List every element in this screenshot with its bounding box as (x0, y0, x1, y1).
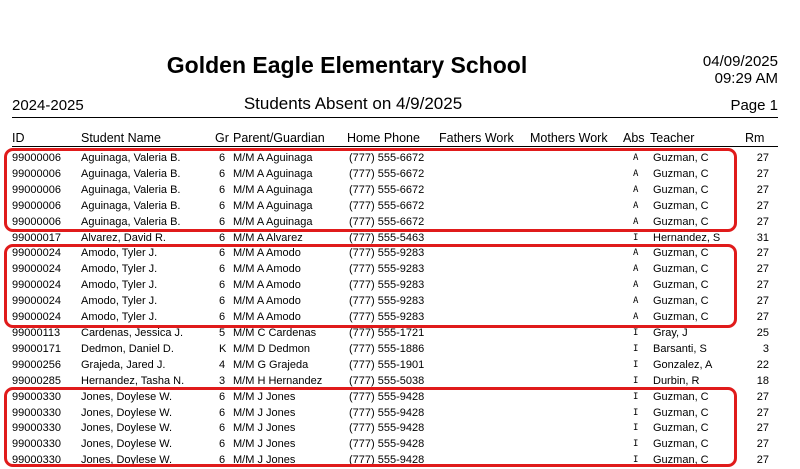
cell-name: Grajeda, Jared J. (81, 358, 166, 371)
cell-id: 99000006 (12, 183, 61, 196)
cell-name: Alvarez, David R. (81, 231, 166, 244)
cell-teacher: Gray, J (653, 326, 688, 339)
cell-name: Jones, Doylese W. (81, 422, 173, 435)
cell-rm: 27 (756, 311, 769, 324)
cell-rm: 27 (756, 263, 769, 276)
cell-parent: M/M J Jones (233, 406, 296, 419)
cell-rm: 27 (756, 247, 769, 260)
cell-phone: (777) 555-9428 (349, 454, 425, 467)
cell-abs: I (633, 327, 639, 338)
cell-phone: (777) 555-9428 (349, 406, 425, 419)
highlight-box-jones (4, 387, 737, 467)
col-header-abs: Abs (623, 131, 645, 145)
page-number: Page 1 (730, 97, 778, 114)
cell-phone: (777) 555-9283 (349, 311, 425, 324)
col-header-phone: Home Phone (347, 131, 420, 145)
cell-teacher: Guzman, C (653, 279, 709, 292)
highlight-box-aguinaga (4, 148, 737, 232)
cell-gr: 6 (219, 167, 226, 180)
cell-teacher: Guzman, C (653, 295, 709, 308)
cell-phone: (777) 555-5038 (349, 374, 425, 387)
cell-rm: 27 (756, 215, 769, 228)
cell-name: Dedmon, Daniel D. (81, 342, 174, 355)
cell-abs: A (633, 168, 639, 179)
cell-abs: A (633, 153, 639, 163)
cell-name: Amodo, Tyler J. (81, 311, 158, 324)
cell-rm: 27 (756, 152, 769, 164)
cell-parent: M/M A Amodo (233, 311, 301, 324)
school-year: 2024-2025 (12, 97, 84, 114)
cell-parent: M/M A Aguinaga (233, 167, 313, 180)
cell-id: 99000024 (12, 247, 61, 260)
cell-abs: A (633, 296, 639, 307)
cell-phone: (777) 555-9283 (349, 279, 425, 292)
cell-rm: 18 (756, 374, 769, 387)
school-name: Golden Eagle Elementary School (166, 52, 528, 78)
cell-id: 99000024 (12, 263, 61, 276)
cell-rm: 27 (756, 279, 769, 292)
cell-teacher: Barsanti, S (653, 342, 707, 355)
cell-id: 99000285 (12, 374, 61, 387)
cell-parent: M/M D Dedmon (233, 342, 311, 355)
cell-parent: M/M A Aguinaga (233, 215, 313, 228)
cell-abs: A (633, 312, 639, 323)
cell-id: 99000171 (12, 342, 61, 355)
cell-phone: (777) 555-5463 (349, 231, 425, 244)
report-time: 09:29 AM (714, 70, 778, 87)
cell-id: 99000024 (12, 295, 61, 308)
cell-phone: (777) 555-9283 (349, 295, 425, 308)
cell-parent: M/M A Aguinaga (233, 183, 313, 196)
cell-teacher: Guzman, C (653, 167, 709, 180)
cell-id: 99000006 (12, 199, 61, 212)
cell-phone: (777) 555-1901 (349, 358, 425, 371)
cell-gr: 6 (219, 279, 226, 292)
cell-phone: (777) 555-9283 (349, 263, 425, 276)
cell-rm: 22 (756, 358, 769, 371)
cell-parent: M/M J Jones (233, 438, 296, 451)
cell-teacher: Guzman, C (653, 152, 709, 164)
cell-gr: 6 (219, 406, 226, 419)
cell-phone: (777) 555-6672 (349, 199, 425, 212)
cell-phone: (777) 555-6672 (349, 152, 425, 164)
report-subtitle: Students Absent on 4/9/2025 (243, 94, 463, 113)
cell-teacher: Guzman, C (653, 422, 709, 435)
cell-name: Jones, Doylese W. (81, 390, 173, 403)
cell-parent: M/M J Jones (233, 454, 296, 467)
cell-rm: 31 (756, 231, 769, 244)
col-header-rm: Rm (745, 131, 765, 145)
cell-abs: I (633, 375, 639, 386)
cell-rm: 3 (762, 342, 769, 355)
cell-parent: M/M A Amodo (233, 279, 301, 292)
cell-name: Aguinaga, Valeria B. (81, 167, 181, 180)
cell-parent: M/M G Grajeda (233, 358, 309, 371)
cell-name: Aguinaga, Valeria B. (81, 199, 181, 212)
cell-rm: 27 (756, 295, 769, 308)
cell-abs: I (633, 423, 639, 434)
cell-abs: I (633, 455, 639, 466)
cell-name: Cardenas, Jessica J. (81, 326, 184, 339)
cell-abs: I (633, 232, 639, 243)
cell-name: Hernandez, Tasha N. (81, 374, 185, 387)
cell-name: Aguinaga, Valeria B. (81, 183, 181, 196)
col-header-id: ID (12, 131, 25, 145)
cell-abs: A (633, 184, 639, 195)
col-header-teacher: Teacher (650, 131, 695, 145)
cell-gr: 6 (219, 311, 226, 324)
cell-id: 99000024 (12, 279, 61, 292)
cell-parent: M/M C Cardenas (233, 326, 317, 339)
cell-phone: (777) 555-9428 (349, 390, 425, 403)
cell-gr: 6 (219, 231, 226, 244)
cell-name: Jones, Doylese W. (81, 438, 173, 451)
cell-name: Aguinaga, Valeria B. (81, 152, 181, 164)
cell-parent: M/M A Aguinaga (233, 152, 313, 164)
cell-parent: M/M A Amodo (233, 295, 301, 308)
col-header-gr: Gr (215, 131, 229, 145)
cell-id: 99000113 (12, 326, 61, 339)
cell-id: 99000006 (12, 215, 61, 228)
cell-rm: 27 (756, 406, 769, 419)
cell-rm: 27 (756, 422, 769, 435)
report-datetime (703, 53, 778, 87)
cell-teacher: Gonzalez, A (653, 358, 713, 371)
report-date: 04/09/2025 (702, 53, 778, 70)
cell-teacher: Guzman, C (653, 390, 709, 403)
cell-teacher: Hernandez, S (653, 231, 721, 244)
cell-id: 99000006 (12, 167, 61, 180)
cell-phone: (777) 555-9428 (349, 422, 425, 435)
col-header-mothers-work: Mothers Work (530, 131, 608, 145)
cell-gr: 6 (219, 199, 226, 212)
cell-gr: 4 (219, 358, 226, 371)
cell-parent: M/M A Amodo (233, 263, 301, 276)
cell-parent: M/M J Jones (233, 422, 296, 435)
cell-name: Amodo, Tyler J. (81, 263, 158, 276)
cell-gr: 6 (219, 390, 226, 403)
cell-id: 99000006 (12, 152, 61, 164)
cell-abs: I (633, 439, 639, 450)
cell-phone: (777) 555-6672 (349, 215, 425, 228)
cell-teacher: Guzman, C (653, 199, 709, 212)
cell-parent: M/M J Jones (233, 390, 296, 403)
cell-gr: 6 (219, 422, 226, 435)
cell-parent: M/M A Amodo (233, 247, 301, 260)
cell-id: 99000024 (12, 311, 61, 324)
cell-abs: I (633, 343, 639, 354)
table-row (0, 357, 800, 373)
cell-gr: 6 (219, 215, 226, 228)
cell-abs: I (633, 359, 639, 370)
cell-teacher: Guzman, C (653, 183, 709, 196)
cell-teacher: Guzman, C (653, 247, 709, 260)
col-header-name: Student Name (81, 131, 161, 145)
cell-phone: (777) 555-1721 (349, 326, 425, 339)
cell-teacher: Durbin, R (653, 374, 700, 387)
cell-gr: 6 (219, 263, 226, 276)
cell-name: Amodo, Tyler J. (81, 295, 158, 308)
cell-teacher: Guzman, C (653, 406, 709, 419)
cell-id: 99000330 (12, 406, 61, 419)
cell-abs: A (633, 200, 639, 211)
cell-phone: (777) 555-9283 (349, 247, 425, 260)
cell-name: Aguinaga, Valeria B. (81, 215, 181, 228)
cell-name: Jones, Doylese W. (81, 406, 173, 419)
cell-parent: M/M H Hernandez (233, 374, 323, 387)
cell-gr: 6 (219, 295, 226, 308)
cell-name: Amodo, Tyler J. (81, 279, 158, 292)
cell-id: 99000330 (12, 422, 61, 435)
cell-parent: M/M A Aguinaga (233, 199, 313, 212)
cell-abs: A (633, 264, 639, 275)
cell-gr: 6 (219, 152, 226, 164)
cell-rm: 27 (756, 167, 769, 180)
cell-id: 99000256 (12, 358, 61, 371)
cell-gr: K (219, 342, 227, 355)
cell-id: 99000330 (12, 438, 61, 451)
cell-phone: (777) 555-1886 (349, 342, 425, 355)
cell-name: Amodo, Tyler J. (81, 247, 158, 260)
cell-abs: A (633, 248, 639, 259)
cell-id: 99000330 (12, 390, 61, 403)
cell-rm: 27 (756, 390, 769, 403)
cell-phone: (777) 555-9428 (349, 438, 425, 451)
cell-rm: 27 (756, 438, 769, 451)
cell-gr: 6 (219, 438, 226, 451)
cell-parent: M/M A Alvarez (233, 231, 303, 244)
cell-abs: A (633, 216, 639, 227)
cell-rm: 27 (756, 454, 769, 467)
cell-abs: A (633, 280, 639, 291)
cell-gr: 3 (219, 374, 226, 387)
cell-rm: 27 (756, 183, 769, 196)
cell-teacher: Guzman, C (653, 215, 709, 228)
cell-gr: 6 (219, 247, 226, 260)
cell-teacher: Guzman, C (653, 438, 709, 451)
cell-gr: 6 (219, 454, 226, 467)
cell-phone: (777) 555-6672 (349, 183, 425, 196)
table-row (0, 341, 800, 357)
cell-teacher: Guzman, C (653, 311, 709, 324)
col-header-fathers-work: Fathers Work (439, 131, 514, 145)
cell-name: Jones, Doylese W. (81, 454, 173, 467)
cell-phone: (777) 555-6672 (349, 167, 425, 180)
cell-teacher: Guzman, C (653, 263, 709, 276)
cell-abs: I (633, 407, 639, 418)
cell-gr: 6 (219, 183, 226, 196)
cell-gr: 5 (219, 326, 226, 339)
cell-teacher: Guzman, C (653, 454, 709, 467)
highlight-box-amodo (4, 244, 737, 328)
column-header-underline (12, 146, 778, 147)
header-divider (12, 117, 778, 118)
cell-rm: 25 (756, 326, 769, 339)
col-header-parent: Parent/Guardian (233, 131, 325, 145)
cell-abs: I (633, 391, 639, 402)
cell-id: 99000017 (12, 231, 61, 244)
cell-rm: 27 (756, 199, 769, 212)
cell-id: 99000330 (12, 454, 61, 467)
